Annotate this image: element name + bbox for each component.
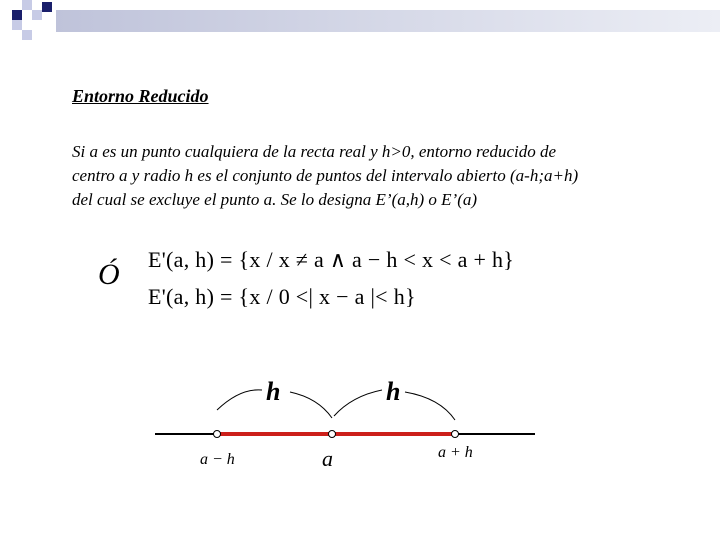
label-a-minus-h: a − h <box>200 451 235 468</box>
paragraph-line: Si a es un punto cualquiera de la recta real y h>0, entorno reducido de <box>72 142 557 161</box>
point-a-minus-h <box>214 431 221 438</box>
radius-arc-left <box>290 392 332 418</box>
radius-arc-left <box>217 390 262 410</box>
paragraph-line: del cual se excluye el punto a. Se lo designa E’(a,h) o E’(a) <box>72 190 478 209</box>
slide-title: Entorno Reducido <box>72 86 209 106</box>
formula-set-builder: E'(a, h) = {x / x ≠ a ∧ a − h < x < a + h} <box>148 247 515 272</box>
paragraph-line: centro a y radio h es el conjunto de puntos del intervalo abierto (a-h;a+h) <box>72 166 579 185</box>
radius-label-right: h <box>386 377 401 406</box>
point-a <box>329 431 336 438</box>
or-label: Ó <box>98 258 120 291</box>
formula-absolute-value: E'(a, h) = {x / 0 <| x − a |< h} <box>148 284 416 309</box>
radius-arc-right <box>405 392 455 420</box>
radius-label-left: h <box>266 377 281 406</box>
label-a-plus-h: a + h <box>438 444 473 461</box>
label-a: a <box>322 446 333 471</box>
radius-arc-right <box>334 390 382 416</box>
point-a-plus-h <box>452 431 459 438</box>
